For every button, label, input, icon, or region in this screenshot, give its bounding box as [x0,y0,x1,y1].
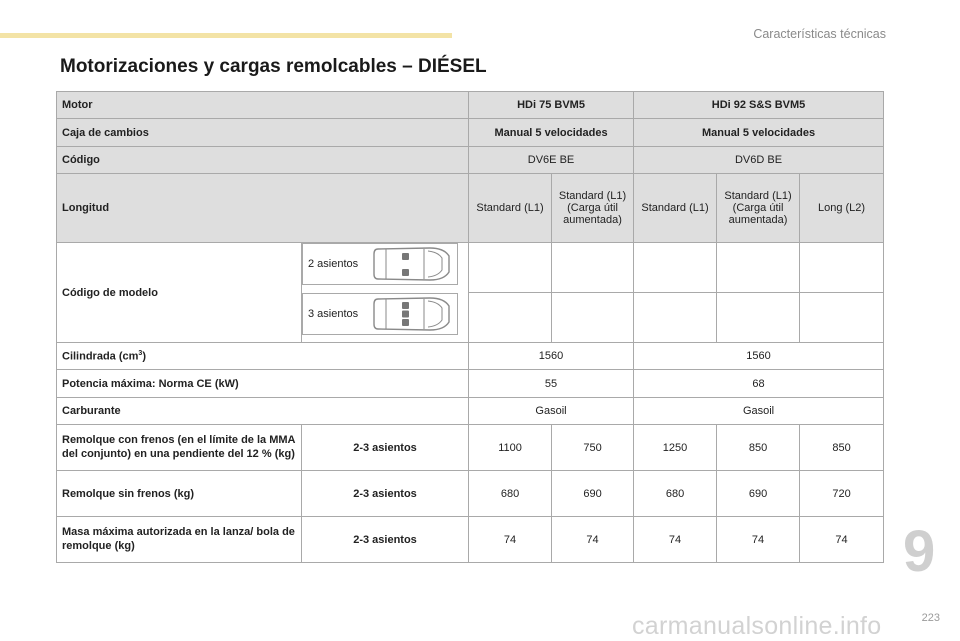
row-label-braked-trailer: Remolque con frenos (en el límite de la MMA del conjunto) en una pendiente del 12 % (kg) [57,425,302,471]
cell-towball-1: 74 [469,517,552,563]
table-row-code [57,147,884,174]
row-label-fuel: Carburante [57,398,469,425]
cell-motor-hdi75: HDi 75 BVM5 [469,92,634,119]
cell-braked-3: 1250 [634,425,717,471]
page-number: 223 [921,612,940,624]
cell-length-4: Standard (L1) (Carga útil aumentada) [717,174,800,243]
cell-model-2-5 [800,243,884,293]
table-row-displacement [57,343,884,370]
engine-spec-table [56,91,884,563]
row-label-motor: Motor [57,92,469,119]
cell-length-2: Standard (L1) (Carga útil aumentada) [552,174,634,243]
van-3-seats-icon [372,294,452,334]
cell-code-hdi92: DV6D BE [634,147,884,174]
cell-model-2-2 [552,243,634,293]
cell-length-3: Standard (L1) [634,174,717,243]
table-row-fuel [57,398,884,425]
seats-3-label: 3 asientos [308,307,359,320]
cell-length-5: Long (L2) [800,174,884,243]
header-accent-bar [0,33,452,38]
cell-unbraked-1: 680 [469,471,552,517]
cell-code-hdi75: DV6E BE [469,147,634,174]
cell-fuel-hdi92: Gasoil [634,398,884,425]
cell-braked-5: 850 [800,425,884,471]
row-label-towball-mass: Masa máxima autorizada en la lanza/ bola de remolque (kg) [57,517,302,563]
cell-model-3-3 [634,293,717,343]
cell-model-2-1 [469,243,552,293]
cell-model-2-3 [634,243,717,293]
table-row-unbraked-trailer [57,471,884,517]
cell-unbraked-2: 690 [552,471,634,517]
cell-unbraked-4: 690 [717,471,800,517]
chapter-number: 9 [903,519,936,584]
table-row-towball-mass [57,517,884,563]
cell-model-3-2 [552,293,634,343]
cell-length-1: Standard (L1) [469,174,552,243]
cell-model-3-1 [469,293,552,343]
row-label-unbraked-trailer: Remolque sin frenos (kg) [57,471,302,517]
table-row-length [57,174,884,243]
cell-model-3-4 [717,293,800,343]
cell-model-3-5 [800,293,884,343]
cell-unbraked-seats: 2-3 asientos [302,471,469,517]
cell-model-2-4 [717,243,800,293]
row-label-gearbox: Caja de cambios [57,119,469,147]
cell-braked-1: 1100 [469,425,552,471]
cell-braked-4: 850 [717,425,800,471]
table-row-braked-trailer [57,425,884,471]
table-row-power [57,370,884,398]
cell-towball-seats: 2-3 asientos [302,517,469,563]
page-title: Motorizaciones y cargas remolcables – DIÉSEL [60,56,487,77]
cell-power-hdi92: 68 [634,370,884,398]
table-row-model-code-2 [57,243,884,293]
cell-unbraked-3: 680 [634,471,717,517]
cell-motor-hdi92: HDi 92 S&S BVM5 [634,92,884,119]
cell-gearbox-hdi75: Manual 5 velocidades [469,119,634,147]
row-label-code: Código [57,147,469,174]
cell-seats-3 [302,293,458,335]
cell-braked-2: 750 [552,425,634,471]
cell-towball-4: 74 [717,517,800,563]
table-row-gearbox [57,119,884,147]
row-label-length: Longitud [57,174,469,243]
cell-displacement-hdi92: 1560 [634,343,884,370]
cell-braked-seats: 2-3 asientos [302,425,469,471]
row-label-displacement: Cilindrada $(cm^3)$ [57,343,469,370]
table-row-motor [57,92,884,119]
seats-2-label: 2 asientos [308,258,359,270]
row-label-power: Potencia máxima: Norma CE (kW) [57,370,469,398]
cell-fuel-hdi75: Gasoil [469,398,634,425]
van-2-seats-icon [372,244,452,284]
cell-unbraked-5: 720 [800,471,884,517]
watermark: carmanualsonline.info [632,612,882,640]
cell-towball-2: 74 [552,517,634,563]
cell-towball-5: 74 [800,517,884,563]
cell-displacement-hdi75: 1560 [469,343,634,370]
cell-seats-2 [302,243,458,285]
section-title: Características técnicas [753,27,886,41]
cell-power-hdi75: 55 [469,370,634,398]
cell-towball-3: 74 [634,517,717,563]
row-label-model-code: Código de modelo [57,243,302,343]
cell-gearbox-hdi92: Manual 5 velocidades [634,119,884,147]
